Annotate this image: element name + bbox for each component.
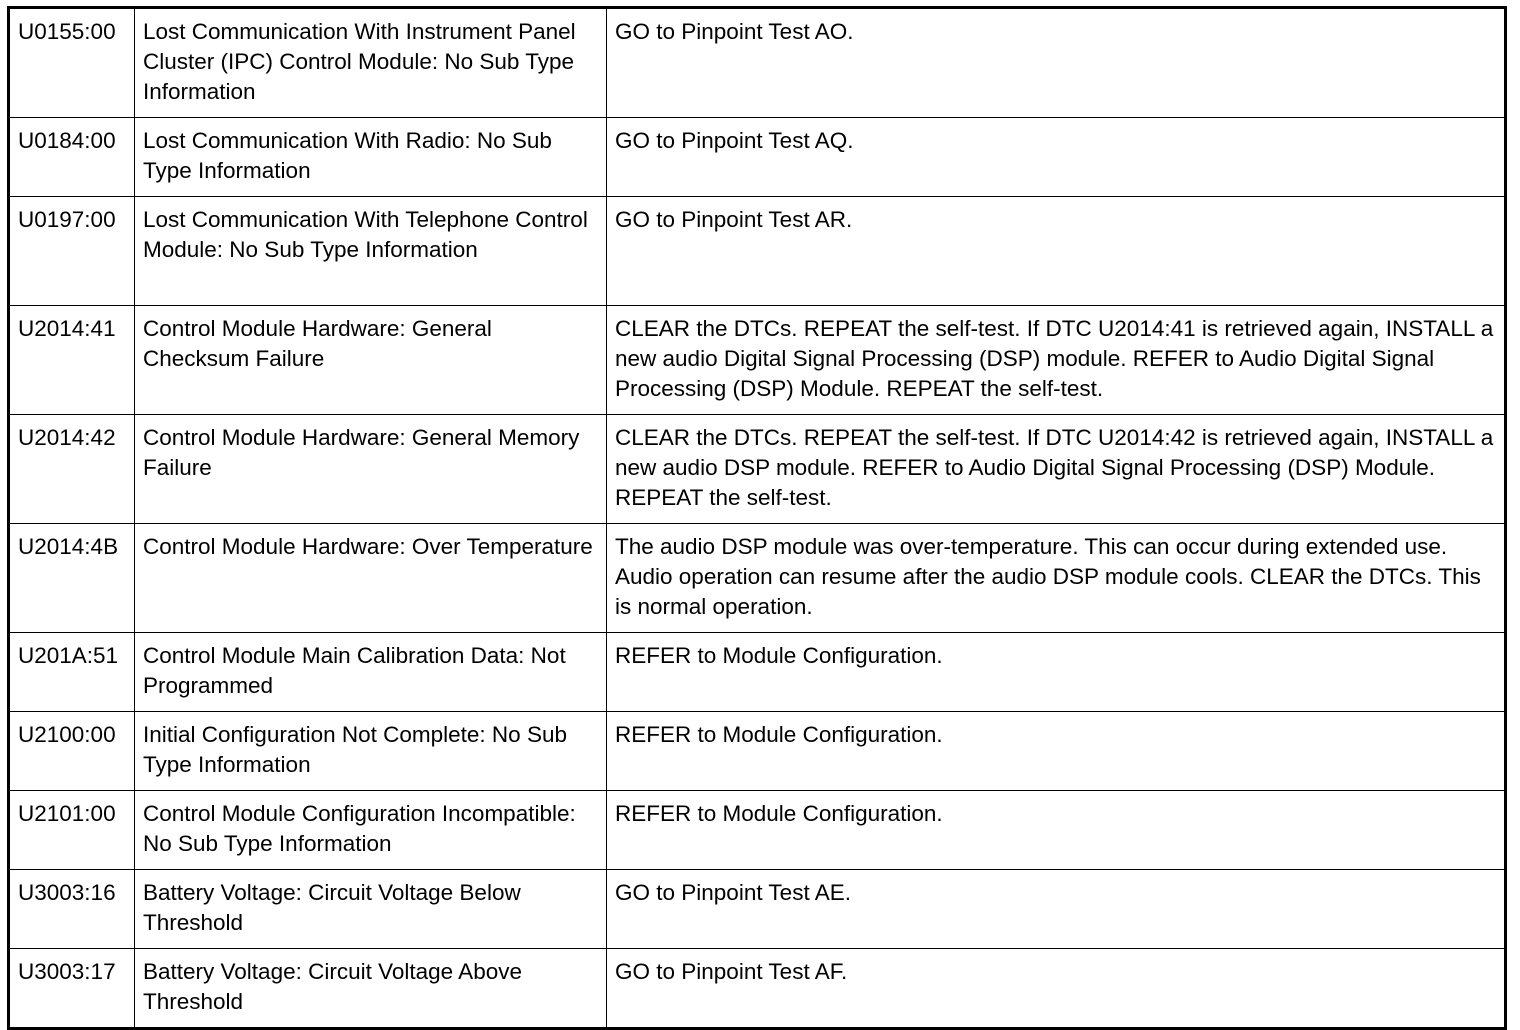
dtc-action-cell: CLEAR the DTCs. REPEAT the self-test. If DTC U2014:42 is retrieved again, INSTALL a new audio DSP module. REFER to Audio Digital Signal Processing (DSP) Module. REPEAT the self-test. — [607, 415, 1506, 524]
dtc-action-cell: GO to Pinpoint Test AQ. — [607, 118, 1506, 197]
table-row — [9, 791, 1506, 870]
table-row — [9, 870, 1506, 949]
dtc-action-cell: CLEAR the DTCs. REPEAT the self-test. If DTC U2014:41 is retrieved again, INSTALL a new audio Digital Signal Processing (DSP) module. REFER to Audio Digital Signal Processing (DSP) Module. REPEAT the self-test. — [607, 306, 1506, 415]
dtc-code-cell: U3003:16 — [9, 870, 135, 949]
dtc-table — [7, 6, 1507, 1030]
table-row — [9, 415, 1506, 524]
table-row — [9, 8, 1506, 118]
table-row — [9, 949, 1506, 1029]
dtc-description-cell: Battery Voltage: Circuit Voltage Above Threshold — [135, 949, 607, 1029]
dtc-action-cell: REFER to Module Configuration. — [607, 633, 1506, 712]
dtc-description-cell: Lost Communication With Radio: No Sub Type Information — [135, 118, 607, 197]
dtc-code-cell: U0184:00 — [9, 118, 135, 197]
dtc-action-cell: GO to Pinpoint Test AO. — [607, 8, 1506, 118]
dtc-table-body — [9, 8, 1506, 1029]
dtc-code-cell: U2014:4B — [9, 524, 135, 633]
table-row — [9, 633, 1506, 712]
dtc-description-cell: Battery Voltage: Circuit Voltage Below Threshold — [135, 870, 607, 949]
dtc-code-cell: U2014:42 — [9, 415, 135, 524]
dtc-description-cell: Lost Communication With Telephone Control Module: No Sub Type Information — [135, 197, 607, 306]
dtc-action-cell: REFER to Module Configuration. — [607, 791, 1506, 870]
dtc-code-cell: U3003:17 — [9, 949, 135, 1029]
table-row — [9, 118, 1506, 197]
dtc-description-cell: Control Module Configuration Incompatible: No Sub Type Information — [135, 791, 607, 870]
table-row — [9, 712, 1506, 791]
dtc-code-cell: U2014:41 — [9, 306, 135, 415]
dtc-description-cell: Initial Configuration Not Complete: No Sub Type Information — [135, 712, 607, 791]
dtc-code-cell: U2100:00 — [9, 712, 135, 791]
table-row — [9, 306, 1506, 415]
dtc-description-cell: Control Module Hardware: Over Temperature — [135, 524, 607, 633]
dtc-action-cell: REFER to Module Configuration. — [607, 712, 1506, 791]
dtc-description-cell: Control Module Main Calibration Data: Not Programmed — [135, 633, 607, 712]
table-row — [9, 524, 1506, 633]
dtc-action-cell: GO to Pinpoint Test AE. — [607, 870, 1506, 949]
dtc-action-cell: The audio DSP module was over-temperature. This can occur during extended use. Audio operation can resume after the audio DSP module cools. CLEAR the DTCs. This is normal operation. — [607, 524, 1506, 633]
dtc-code-cell: U0155:00 — [9, 8, 135, 118]
dtc-description-cell: Lost Communication With Instrument Panel Cluster (IPC) Control Module: No Sub Type Information — [135, 8, 607, 118]
dtc-code-cell: U0197:00 — [9, 197, 135, 306]
dtc-action-cell: GO to Pinpoint Test AF. — [607, 949, 1506, 1029]
table-row — [9, 197, 1506, 306]
dtc-code-cell: U2101:00 — [9, 791, 135, 870]
dtc-description-cell: Control Module Hardware: General Checksum Failure — [135, 306, 607, 415]
dtc-description-cell: Control Module Hardware: General Memory Failure — [135, 415, 607, 524]
dtc-code-cell: U201A:51 — [9, 633, 135, 712]
dtc-action-cell: GO to Pinpoint Test AR. — [607, 197, 1506, 306]
